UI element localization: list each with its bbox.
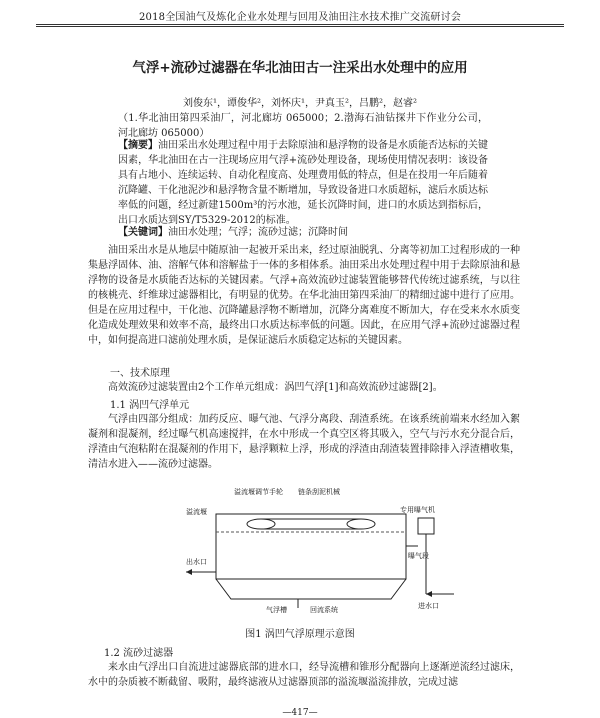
author-list: 刘俊东¹，谭俊华²，刘怀庆¹，尹真玉²，吕鹏²，赵睿²	[182, 98, 418, 109]
figure-caption: 图1 涡凹气浮原理示意图	[245, 629, 355, 640]
label-inlet: 进水口	[418, 602, 439, 610]
running-header: 2018全国油气及炼化企业水处理与回用及油田注水技术推广交流研讨会	[138, 12, 462, 23]
label-flotation-tank: 气浮槽	[266, 606, 287, 614]
label-recycle-system: 回流系统	[310, 606, 338, 614]
paper-title: 气浮+流砂过滤器在华北油田古一注采出水处理中的应用	[132, 60, 468, 76]
intro-paragraph: 油田采出水是从地层中随原油一起被开采出来，经过原油脱乳、分离等初加工过程形成的一种集悬浮固体、油、溶解气体和溶解盐于一体的多相体系。油田采出水处理过程中用于去除原油和悬浮物的设备是水质能否达标的关键因素。气浮+高效流砂过滤装置能够替代传统过滤系统，与以往的核桃壳、纤维球过滤器相比，有明显的优势。在华北油田第四采油厂的精细过滤中进行了应用。但是在应用过程中，干化池、沉降罐悬浮物不断增加，沉降分离难度不断加大，存在受来水水质变化造成处理效果和效率不高，最终出口水质达标率低的问题。因此，在应用气浮+流砂过滤器过程中，如何提高进口滤前处理水质，是保证滤后水质稳定达标的关键因素。	[88, 245, 520, 346]
header-rule	[36, 24, 564, 25]
abstract	[118, 138, 488, 228]
subsection-heading-1-2: 1.2 流砂过滤器	[104, 648, 174, 659]
abstract-label: 【摘要】	[118, 140, 158, 151]
label-aerator: 专用曝气机	[400, 506, 435, 514]
section-heading-1: 一、技术原理	[110, 368, 170, 379]
chain-wheel-left	[247, 519, 275, 529]
flotation-tank-outline	[216, 514, 406, 579]
keywords	[118, 225, 488, 240]
abstract-text: 油田采出水处理过程中用于去除原油和悬浮物的设备是水质能否达标的关键因素，华北油田在古一注现场应用气浮+流砂处理设备，现场使用情况表明：该设备具有占地小、连续运转、自动化程度高、处理费用低的特点，但是在投用一年后随着沉降罐、干化池泥沙和悬浮物含量不断增加，导致设备进口水质超标，滤后水质达标率低的问题，经过新建1500m³的污水池，延长沉降时间，进口的水质达到指标后，出口水质达到SY/T5329-2012的标准。	[118, 140, 488, 226]
section11-paragraph: 气浮由四部分组成：加药反应、曝气池、气浮分离段、刮渣系统。在该系统前端来水经加入絮凝剂和混凝剂，经过曝气机高速搅拌，在水中形成一个真空区将其吸入，空气与污水充分混合后，浮渣由气泡粘附在混凝剂的作用下，悬浮颗粒上浮，形成的浮渣由刮渣装置排除排入浮渣槽收集，清洁水进入——流砂过滤器。	[88, 414, 520, 470]
aerator-motor	[418, 518, 434, 534]
header-rule-2	[36, 26, 564, 27]
section12-paragraph: 来水由气浮出口自流进过滤器底部的进水口，经导流槽和锥形分配器向上逐渐逆流经过滤床，水中的杂质被不断截留、吸附，最终滤液从过滤器顶部的溢流堰溢流排放，完成过滤	[88, 662, 520, 688]
inlet-arrow-icon	[426, 591, 432, 597]
label-aeration-section: 曝气段	[408, 552, 429, 560]
label-weir-handwheel: 溢流堰调节手轮	[234, 488, 283, 496]
affiliation: （1.华北油田第四采油厂，河北廊坊 065000；2.渤海石油钻探井下作业分公司，河北廊坊 065000）	[118, 113, 488, 139]
tank-bottom	[216, 579, 406, 599]
label-chain-scraper: 链条刮泥机械	[298, 488, 340, 496]
label-overflow-weir: 溢流堰	[186, 508, 207, 516]
keywords-label: 【关键词】	[118, 227, 168, 238]
chain-wheel-right	[347, 519, 375, 529]
page-number: —417—	[282, 708, 318, 718]
subsection-heading-1-1: 1.1 涡凹气浮单元	[110, 400, 190, 411]
flotation-diagram	[186, 484, 456, 614]
keywords-text: 油田水处理；气浮；流砂过滤；沉降时间	[168, 227, 348, 238]
label-outlet: 出水口	[186, 558, 207, 566]
section1-paragraph: 高效流砂过滤装置由2个工作单元组成：涡凹气浮[1]和高效流砂过滤器[2]。	[108, 382, 443, 393]
outlet-arrow-icon	[186, 569, 192, 575]
